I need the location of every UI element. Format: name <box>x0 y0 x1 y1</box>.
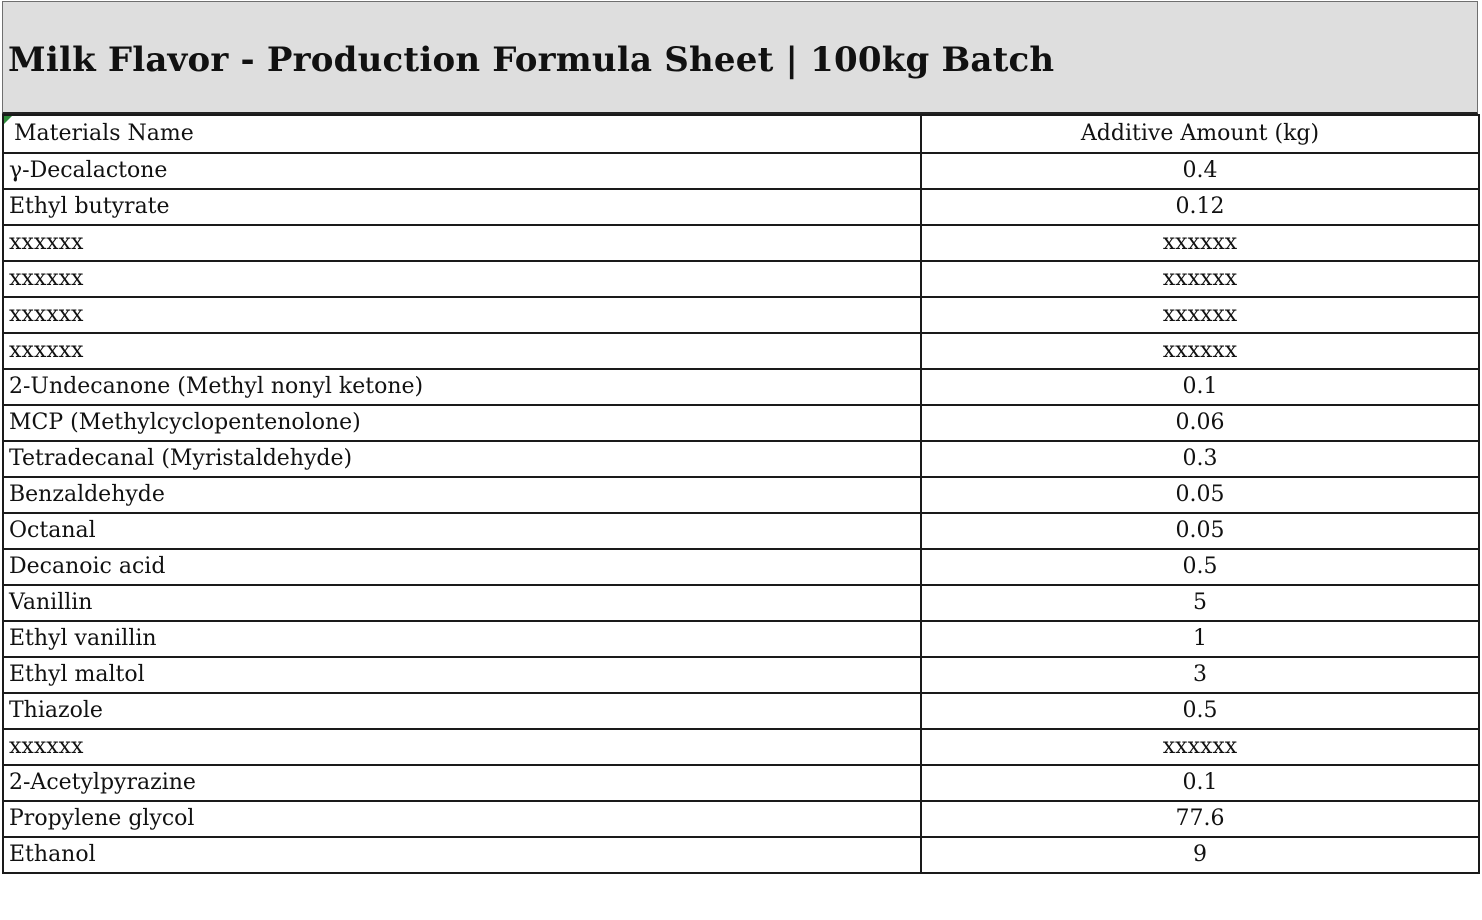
additive-amount-cell[interactable]: 5 <box>921 585 1479 621</box>
material-name-cell[interactable]: xxxxxx <box>3 333 921 369</box>
additive-amount-cell[interactable]: xxxxxx <box>921 333 1479 369</box>
additive-amount-cell[interactable]: 0.1 <box>921 765 1479 801</box>
material-name-cell[interactable]: xxxxxx <box>3 261 921 297</box>
table-row <box>3 405 1479 441</box>
additive-amount-cell[interactable]: 1 <box>921 621 1479 657</box>
additive-amount-cell[interactable]: 77.6 <box>921 801 1479 837</box>
materials-name-header: Materials Name <box>14 121 194 146</box>
material-name-cell[interactable]: Decanoic acid <box>3 549 921 585</box>
table-row <box>3 837 1479 873</box>
material-name-cell[interactable]: Benzaldehyde <box>3 477 921 513</box>
additive-amount-cell[interactable]: 9 <box>921 837 1479 873</box>
additive-amount-cell[interactable]: xxxxxx <box>921 297 1479 333</box>
additive-amount-cell[interactable]: 0.05 <box>921 513 1479 549</box>
formula-table <box>2 114 1480 874</box>
material-name-cell[interactable]: Propylene glycol <box>3 801 921 837</box>
sheet-title: Milk Flavor - Production Formula Sheet | 100kg Batch <box>8 40 1055 80</box>
table-row <box>3 621 1479 657</box>
table-row <box>3 585 1479 621</box>
additive-amount-header-cell[interactable] <box>921 115 1479 153</box>
material-name-cell[interactable]: MCP (Methylcyclopentenolone) <box>3 405 921 441</box>
material-name-cell[interactable]: Ethyl vanillin <box>3 621 921 657</box>
material-name-cell[interactable]: Ethyl maltol <box>3 657 921 693</box>
table-row <box>3 801 1479 837</box>
additive-amount-cell[interactable]: 3 <box>921 657 1479 693</box>
table-row <box>3 513 1479 549</box>
material-name-cell[interactable]: Tetradecanal (Myristaldehyde) <box>3 441 921 477</box>
additive-amount-cell[interactable]: 0.12 <box>921 189 1479 225</box>
material-name-cell[interactable]: 2-Undecanone (Methyl nonyl ketone) <box>3 369 921 405</box>
additive-amount-cell[interactable]: 0.1 <box>921 369 1479 405</box>
table-row <box>3 225 1479 261</box>
materials-name-header-cell[interactable] <box>3 115 921 153</box>
table-row <box>3 189 1479 225</box>
additive-amount-cell[interactable]: 0.4 <box>921 153 1479 189</box>
material-name-cell[interactable]: Octanal <box>3 513 921 549</box>
header-row <box>3 115 1479 153</box>
material-name-cell[interactable]: Ethyl butyrate <box>3 189 921 225</box>
table-row <box>3 729 1479 765</box>
table-row <box>3 261 1479 297</box>
material-name-cell[interactable]: xxxxxx <box>3 225 921 261</box>
additive-amount-cell[interactable]: xxxxxx <box>921 261 1479 297</box>
spreadsheet <box>2 1 1478 874</box>
additive-amount-header: Additive Amount (kg) <box>1080 121 1320 146</box>
additive-amount-cell[interactable]: 0.05 <box>921 477 1479 513</box>
additive-amount-cell[interactable]: 0.3 <box>921 441 1479 477</box>
material-name-cell[interactable]: xxxxxx <box>3 729 921 765</box>
material-name-cell[interactable]: 2-Acetylpyrazine <box>3 765 921 801</box>
additive-amount-cell[interactable]: 0.06 <box>921 405 1479 441</box>
title-cell[interactable] <box>2 1 1478 114</box>
additive-amount-cell[interactable]: xxxxxx <box>921 225 1479 261</box>
additive-amount-cell[interactable]: 0.5 <box>921 693 1479 729</box>
material-name-cell[interactable]: Vanillin <box>3 585 921 621</box>
material-name-cell[interactable]: Ethanol <box>3 837 921 873</box>
table-row <box>3 333 1479 369</box>
table-row <box>3 441 1479 477</box>
cell-comment-marker <box>4 116 12 124</box>
table-row <box>3 693 1479 729</box>
table-row <box>3 153 1479 189</box>
table-row <box>3 297 1479 333</box>
table-row <box>3 657 1479 693</box>
material-name-cell[interactable]: xxxxxx <box>3 297 921 333</box>
material-name-cell[interactable]: γ-Decalactone <box>3 153 921 189</box>
table-row <box>3 369 1479 405</box>
material-name-cell[interactable]: Thiazole <box>3 693 921 729</box>
table-row <box>3 765 1479 801</box>
additive-amount-cell[interactable]: xxxxxx <box>921 729 1479 765</box>
additive-amount-cell[interactable]: 0.5 <box>921 549 1479 585</box>
table-row <box>3 477 1479 513</box>
table-row <box>3 549 1479 585</box>
